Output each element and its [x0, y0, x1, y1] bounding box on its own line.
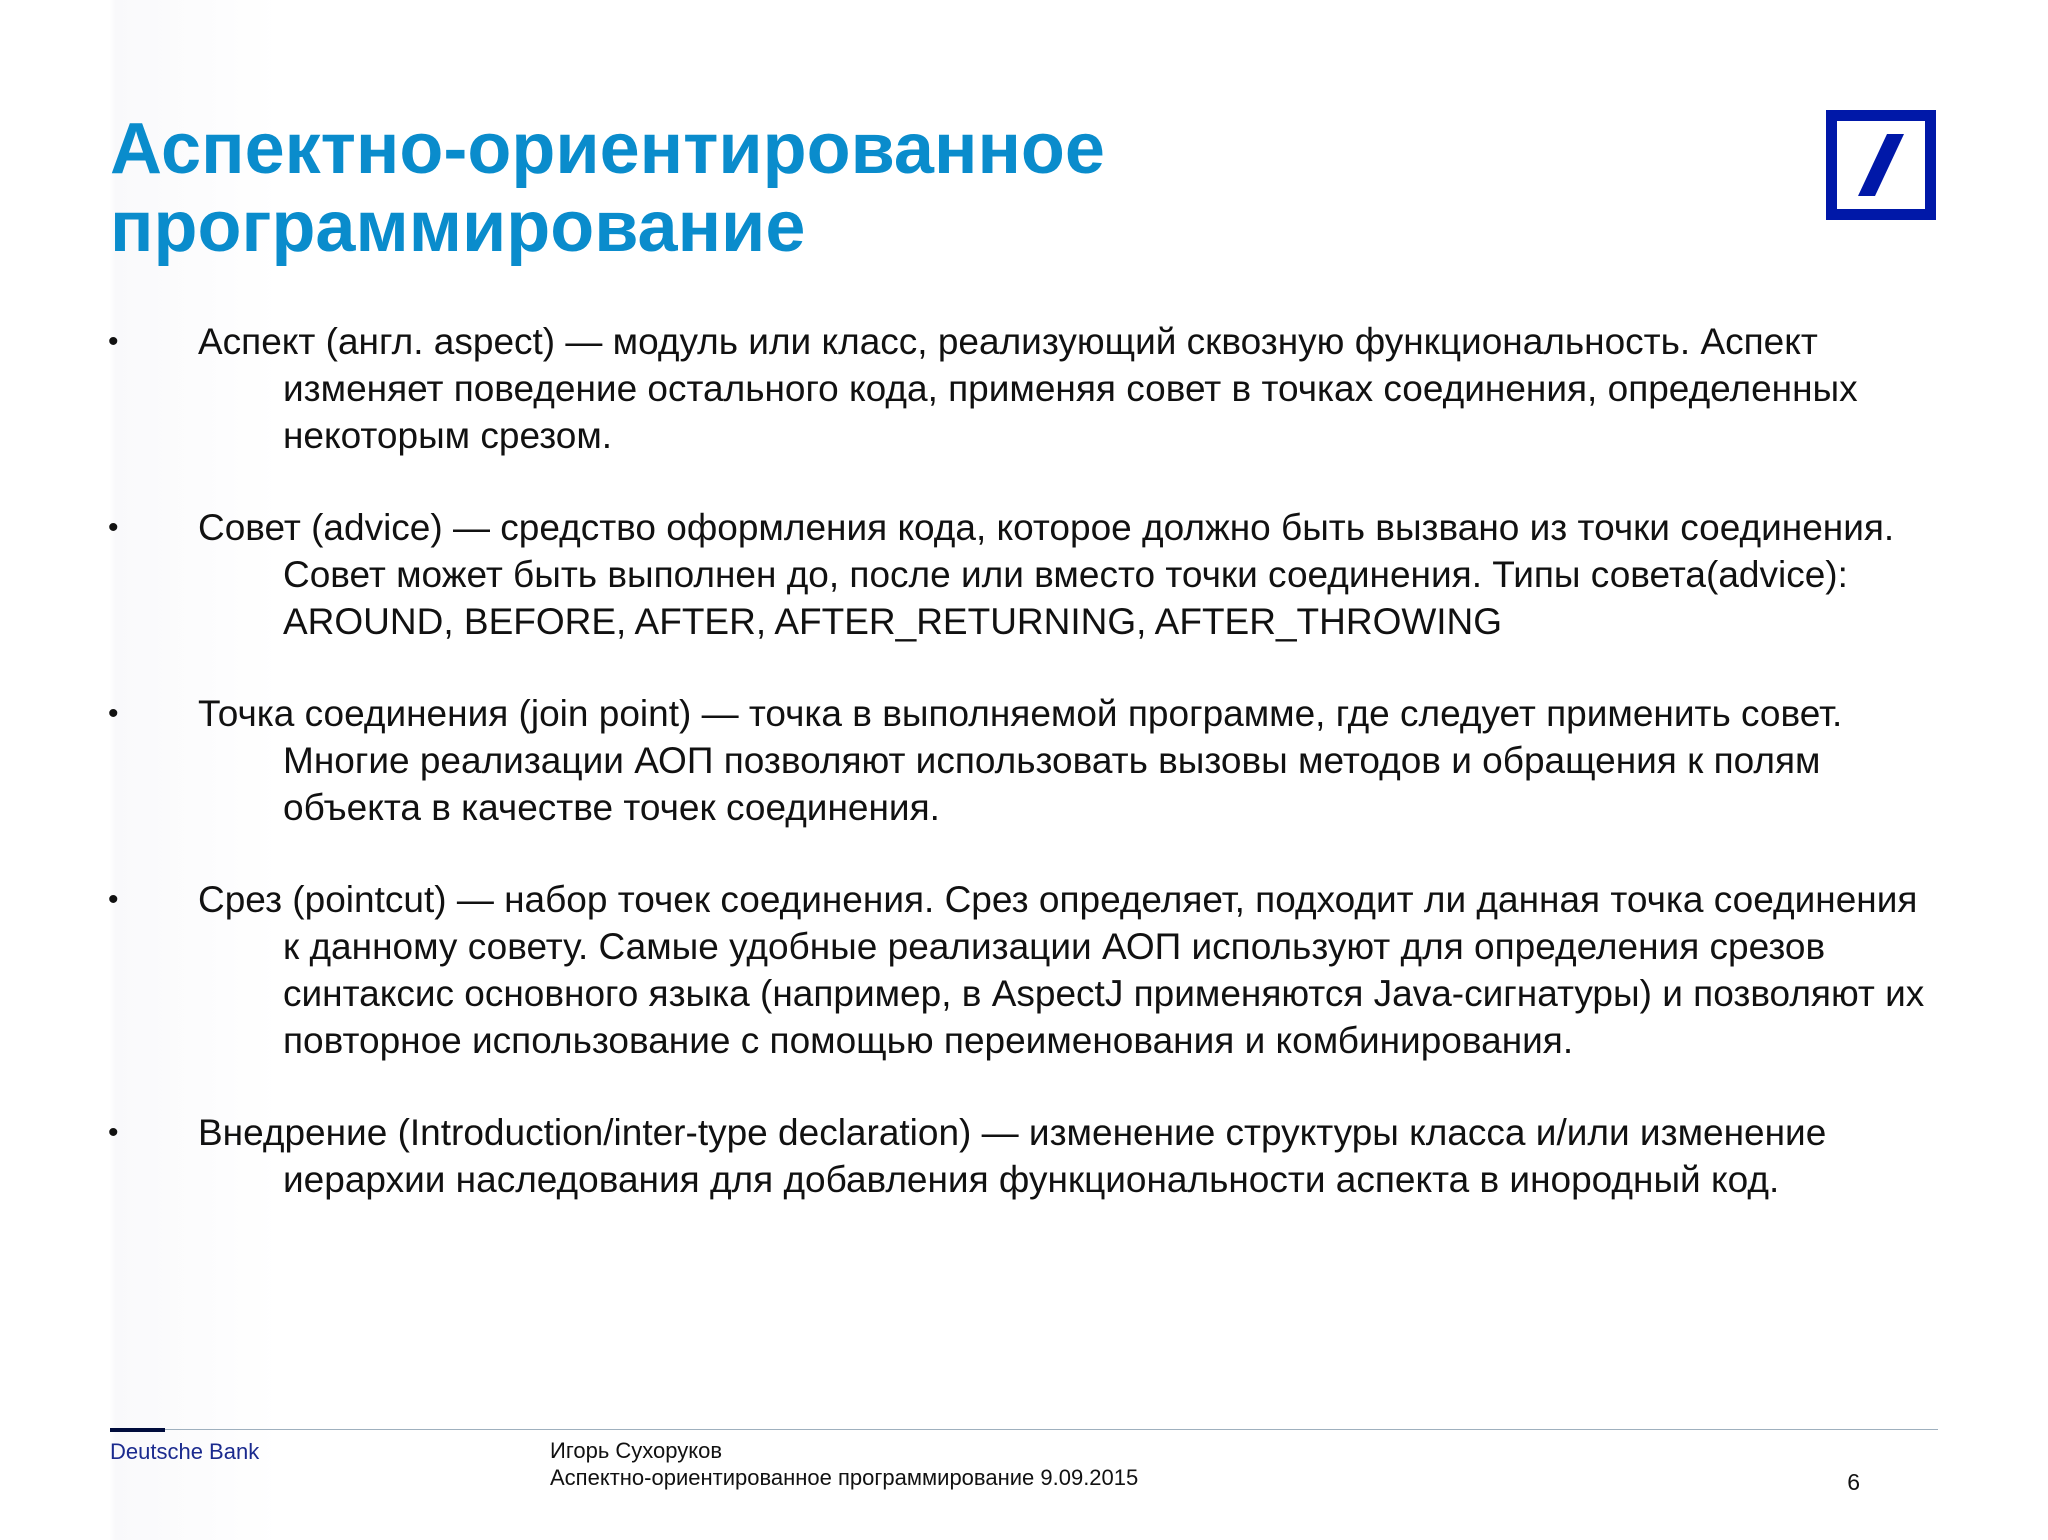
footer-divider	[110, 1429, 1938, 1430]
footer-divider-accent	[110, 1428, 165, 1432]
bullet-marker: •	[108, 697, 119, 730]
slide-title: Аспектно-ориентированное программирование	[110, 109, 1105, 267]
list-item	[108, 690, 1938, 831]
footer-subtitle: Аспектно-ориентированное программирование 9.09.2015	[550, 1465, 1139, 1490]
bullet-text: Совет (advice) — средство оформления кода, которое должно быть вызвано из точки соединения. Совет может быть выполнен до, после или вместо точки соединения. Типы совета(advice): AROUND, BEFORE, AFTER, AFTER_RETURNING, AFTER_THROWING	[198, 507, 1895, 642]
list-item	[108, 504, 1938, 645]
list-item	[108, 876, 1938, 1064]
bullet-text: Внедрение (Introduction/inter-type declaration) — изменение структуры класса и/или изменение иерархии наследования для добавления функциональности аспекта в инородный код.	[198, 1112, 1827, 1200]
list-item	[108, 1109, 1938, 1203]
bullet-text: Аспект (англ. aspect) — модуль или класс, реализующий сквозную функциональность. Аспект изменяет поведение остального кода, применяя совет в точках соединения, определенных некоторым срезом.	[198, 321, 1858, 456]
page-number: 6	[1847, 1469, 1860, 1495]
bullet-text: Точка соединения (join point) — точка в выполняемой программе, где следует применить совет. Многие реализации АОП позволяют использовать вызовы методов и обращения к полям объекта в качестве точек соединения.	[198, 693, 1843, 828]
footer-author: Игорь Сухоруков	[550, 1438, 723, 1463]
list-item	[108, 318, 1938, 459]
bullet-text: Срез (pointcut) — набор точек соединения. Срез определяет, подходит ли данная точка соединения к данному совету. Самые удобные реализации АОП используют для определения срезов синтаксис основного языка (например, в AspectJ применяются Java-сигнатуры) и позволяют их повторное использование с помощью переименования и комбинирования.	[198, 879, 1925, 1061]
bullet-marker: •	[108, 1116, 119, 1149]
bullet-marker: •	[108, 325, 119, 358]
bullet-marker: •	[108, 511, 119, 544]
deutsche-bank-logo-icon	[1826, 110, 1936, 220]
bullet-marker: •	[108, 883, 119, 916]
footer-brand: Deutsche Bank	[110, 1439, 260, 1464]
bullet-list	[108, 318, 1938, 1248]
